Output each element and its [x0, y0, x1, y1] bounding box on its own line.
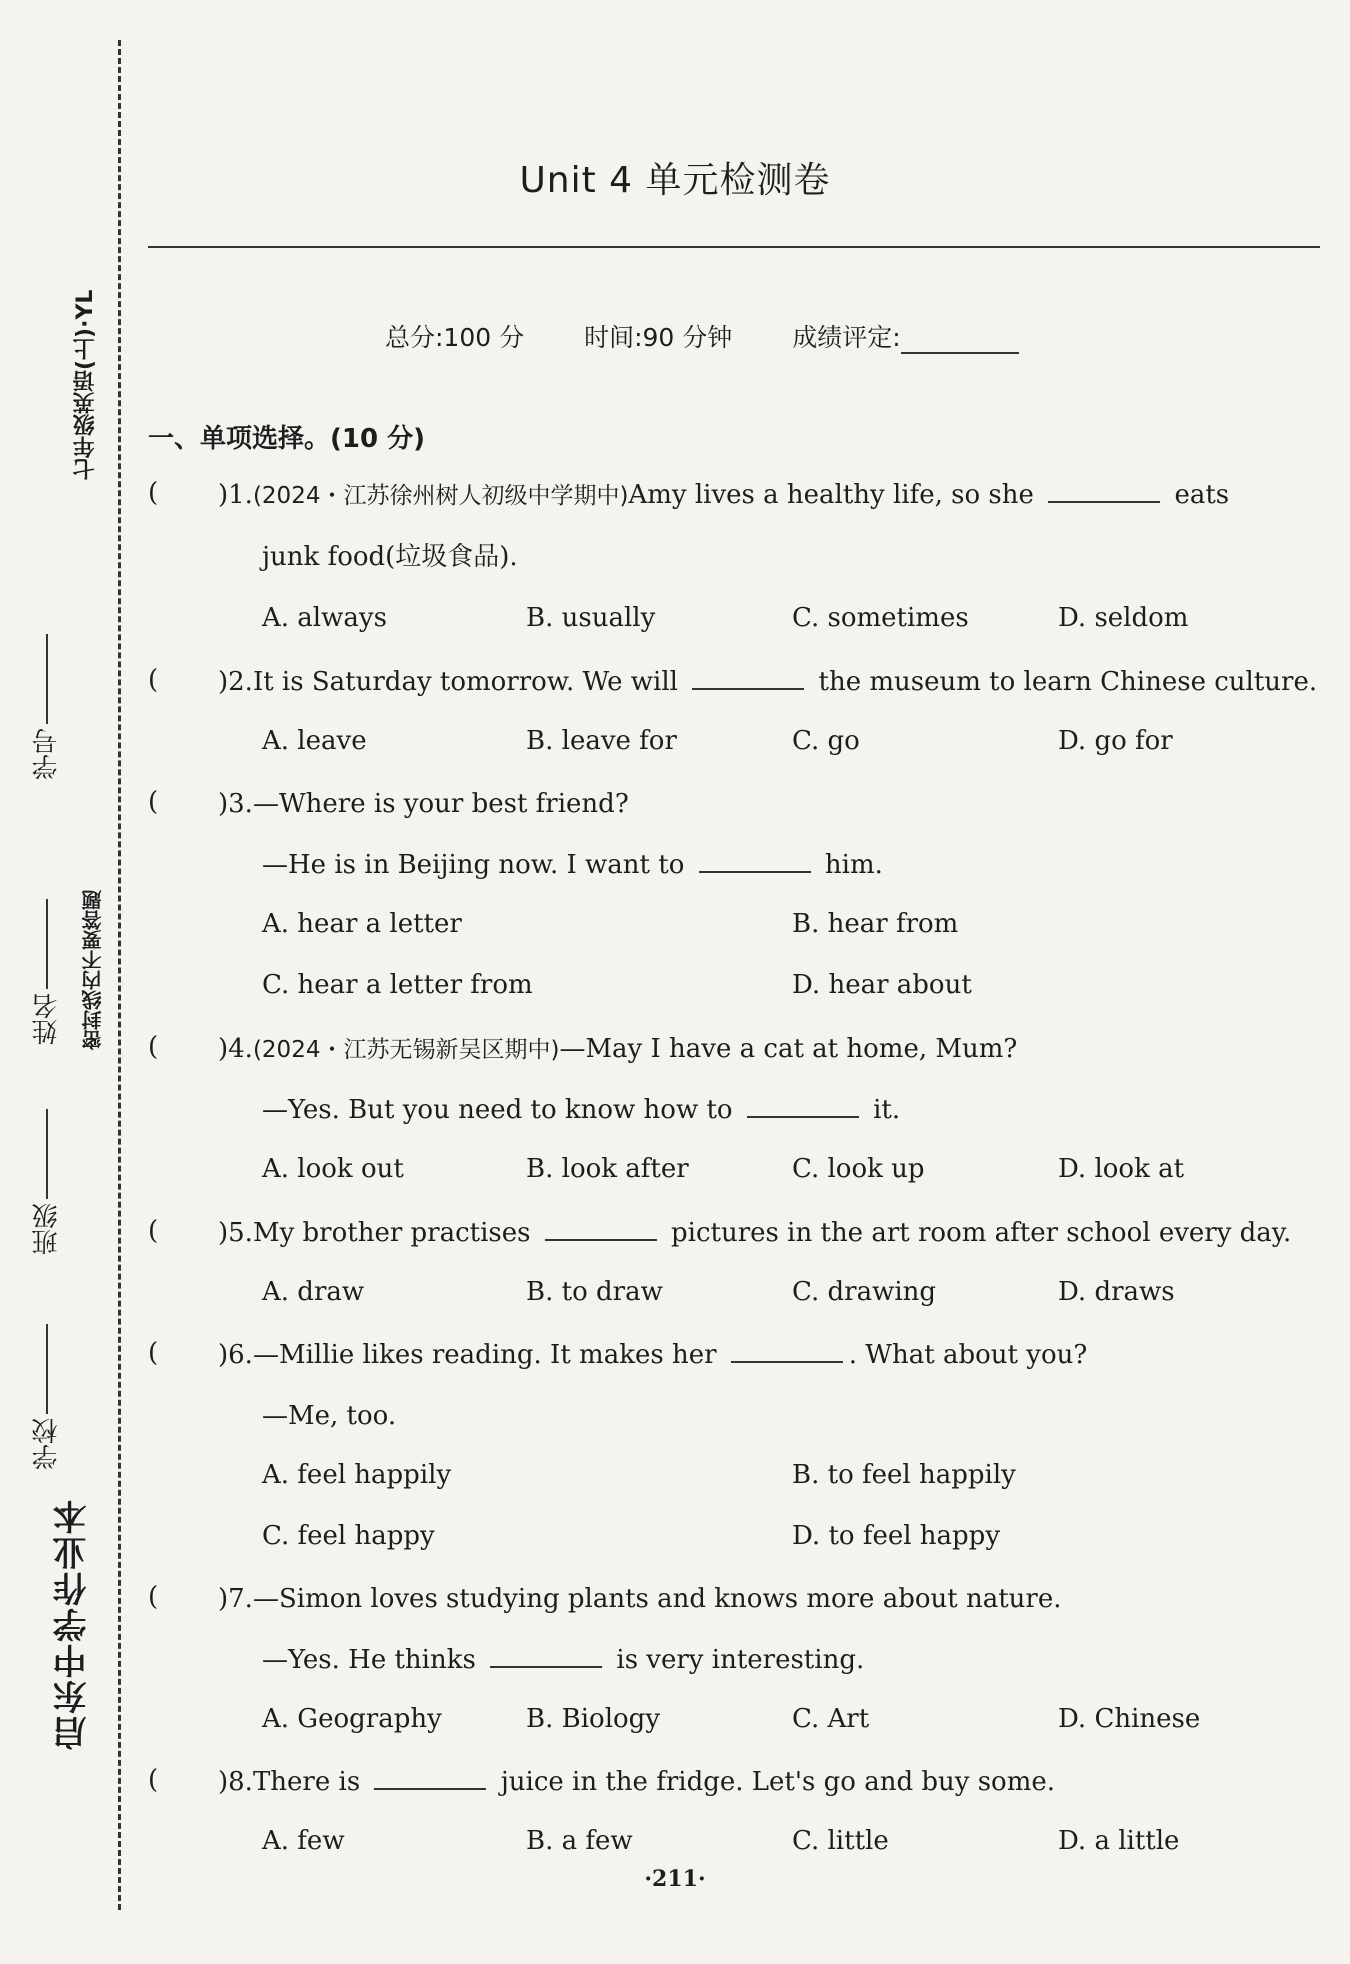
option-b: B. hear from	[792, 909, 959, 939]
option-a: A. hear a letter	[262, 909, 462, 939]
question-7-line2	[262, 1643, 864, 1677]
question-source: (2024・江苏无锡新吴区期中)	[252, 1037, 560, 1063]
option-c: C. look up	[792, 1154, 925, 1184]
question-text: . What about you?	[848, 1340, 1088, 1370]
margin-grade-label: 七年级英语(上)·YL	[73, 289, 98, 480]
option-a: A. look out	[262, 1154, 404, 1184]
margin-name-field	[28, 845, 65, 1045]
score-info	[385, 318, 1019, 354]
question-5	[218, 1216, 1291, 1250]
option-b: B. a few	[526, 1826, 633, 1856]
page-number: ·211·	[644, 1866, 706, 1892]
question-text: the museum to learn Chinese culture.	[818, 667, 1318, 697]
option-a: A. feel happily	[262, 1460, 452, 1490]
grade-label: 成绩评定:	[792, 323, 901, 352]
question-text: —Where is your best friend?	[252, 789, 629, 819]
answer-blank	[731, 1339, 843, 1363]
answer-blank	[374, 1766, 486, 1790]
question-text: My brother practises	[252, 1218, 531, 1248]
option-d: D. draws	[1058, 1277, 1175, 1307]
question-6	[218, 1338, 1087, 1372]
option-c: C. drawing	[792, 1277, 937, 1307]
margin-seal-notice: 密封线内不要答题	[81, 890, 105, 1050]
margin-class-label: 班级	[32, 1203, 62, 1255]
question-text: —Simon loves studying plants and knows more about nature.	[252, 1584, 1062, 1614]
question-2	[218, 665, 1317, 699]
total-score: 总分:100 分	[385, 323, 525, 352]
option-d: D. go for	[1058, 726, 1173, 756]
margin-student-id-blank	[46, 634, 48, 724]
question-number: )4.	[218, 1034, 253, 1064]
margin-class-blank	[46, 1109, 48, 1199]
question-1	[218, 478, 1229, 513]
option-d: D. Chinese	[1058, 1704, 1201, 1734]
question-1-line2: junk food(垃圾食品).	[262, 542, 518, 572]
margin-school-field	[28, 1290, 65, 1470]
grade-blank	[901, 326, 1019, 354]
margin-book-title: 启东中学作业本	[53, 1498, 93, 1750]
option-c: C. go	[792, 726, 860, 756]
answer-blank	[490, 1644, 602, 1668]
answer-paren: (	[148, 1582, 159, 1612]
option-a: A. few	[262, 1826, 345, 1856]
option-c: C. feel happy	[262, 1521, 435, 1551]
question-source: (2024・江苏徐州树人初级中学期中)	[252, 483, 629, 509]
option-c: C. little	[792, 1826, 889, 1856]
option-a: A. leave	[262, 726, 367, 756]
question-text: There is	[252, 1767, 361, 1797]
question-text: pictures in the art room after school every day.	[671, 1218, 1292, 1248]
question-number: )3.	[218, 789, 253, 819]
answer-paren: (	[148, 1765, 159, 1795]
question-6-line2: —Me, too.	[262, 1401, 397, 1431]
answer-blank	[747, 1094, 859, 1118]
question-7	[218, 1582, 1061, 1616]
page-title: Unit 4 单元检测卷	[519, 160, 831, 201]
question-number: )6.	[218, 1340, 253, 1370]
question-8	[218, 1765, 1055, 1799]
question-text: —Millie likes reading. It makes her	[252, 1340, 717, 1370]
option-b: B. look after	[526, 1154, 689, 1184]
answer-blank	[1048, 479, 1160, 503]
question-text: —Yes. He thinks	[262, 1645, 476, 1675]
question-4-line2	[262, 1093, 900, 1127]
binding-dashed-line	[118, 40, 121, 1910]
option-d: D. seldom	[1058, 603, 1189, 633]
answer-blank	[692, 666, 804, 690]
margin-school-label: 学校	[32, 1418, 62, 1470]
option-b: B. Biology	[526, 1704, 661, 1734]
question-number: )7.	[218, 1584, 253, 1614]
answer-paren: (	[148, 665, 159, 695]
question-text: it.	[873, 1095, 901, 1125]
section-heading: 一、单项选择。(10 分)	[148, 424, 425, 454]
option-a: A. Geography	[262, 1704, 442, 1734]
answer-paren: (	[148, 787, 159, 817]
option-b: B. to feel happily	[792, 1460, 1016, 1490]
answer-blank	[545, 1217, 657, 1241]
question-4	[218, 1032, 1017, 1067]
question-text: —He is in Beijing now. I want to	[262, 850, 685, 880]
option-b: B. leave for	[526, 726, 677, 756]
answer-paren: (	[148, 478, 159, 508]
option-d: D. look at	[1058, 1154, 1185, 1184]
question-text: him.	[824, 850, 883, 880]
question-text: —Yes. But you need to know how to	[262, 1095, 733, 1125]
margin-student-id-label: 学号	[32, 728, 62, 780]
margin-name-blank	[46, 899, 48, 989]
question-text: is very interesting.	[616, 1645, 865, 1675]
question-number: )8.	[218, 1767, 253, 1797]
option-d: D. a little	[1058, 1826, 1180, 1856]
option-d: D. to feel happy	[792, 1521, 1001, 1551]
margin-student-id-field	[28, 600, 65, 780]
option-c: C. sometimes	[792, 603, 969, 633]
margin-name-label: 姓名	[32, 993, 62, 1045]
margin-school-blank	[46, 1324, 48, 1414]
question-text: Amy lives a healthy life, so she	[628, 480, 1034, 510]
question-text: juice in the fridge. Let's go and buy some.	[500, 1767, 1055, 1797]
question-text: —May I have a cat at home, Mum?	[559, 1034, 1018, 1064]
question-text: It is Saturday tomorrow. We will	[252, 667, 678, 697]
question-number: )1.	[218, 480, 253, 510]
question-3	[218, 787, 629, 821]
answer-paren: (	[148, 1032, 159, 1062]
option-c: C. hear a letter from	[262, 970, 533, 1000]
option-b: B. to draw	[526, 1277, 663, 1307]
option-a: A. draw	[262, 1277, 365, 1307]
option-b: B. usually	[526, 603, 656, 633]
answer-paren: (	[148, 1338, 159, 1368]
question-number: )5.	[218, 1218, 253, 1248]
answer-blank	[699, 849, 811, 873]
question-number: )2.	[218, 667, 253, 697]
question-3-line2	[262, 848, 883, 882]
question-text: eats	[1174, 480, 1230, 510]
option-a: A. always	[262, 603, 387, 633]
title-divider	[148, 246, 1320, 248]
option-c: C. Art	[792, 1704, 870, 1734]
time-limit: 时间:90 分钟	[584, 323, 733, 352]
answer-paren: (	[148, 1216, 159, 1246]
margin-class-field	[28, 1055, 65, 1255]
option-d: D. hear about	[792, 970, 972, 1000]
